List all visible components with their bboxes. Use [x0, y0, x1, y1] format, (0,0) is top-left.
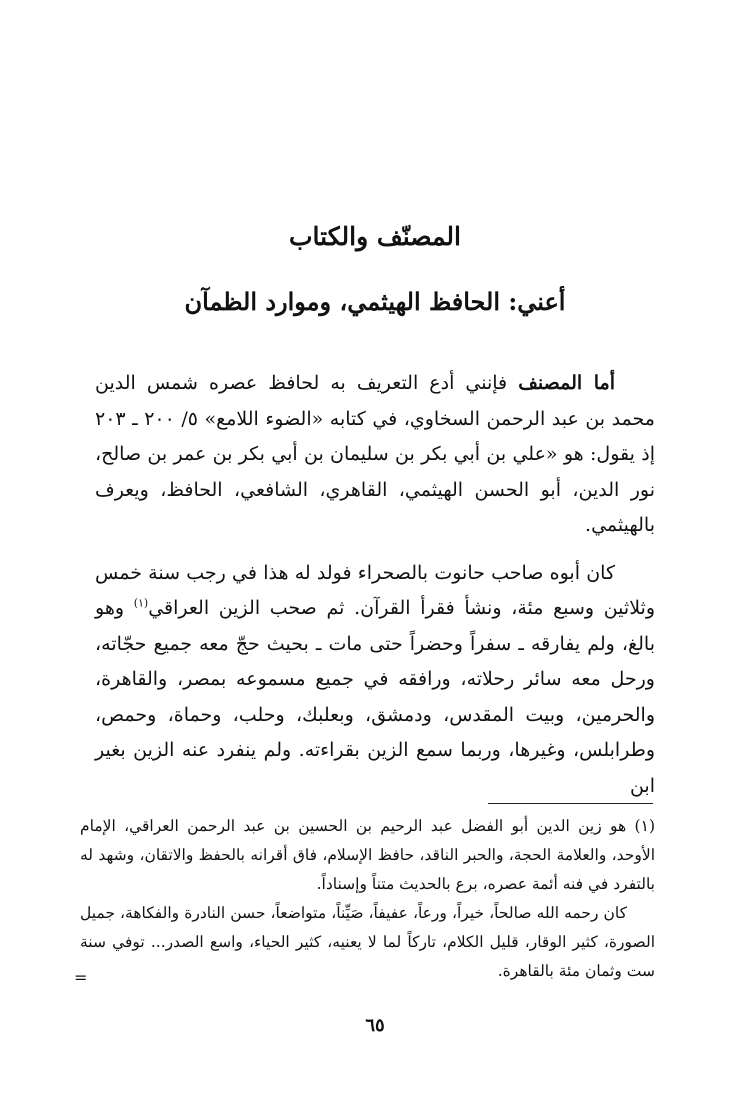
paragraph-biography: [95, 556, 655, 805]
page-number: ٦٥: [365, 1015, 385, 1036]
paragraph-lead: أما المصنف: [518, 372, 616, 394]
chapter-title: المصنّف والكتاب: [289, 222, 461, 251]
footnote-divider: [488, 803, 653, 804]
main-text: [95, 366, 655, 804]
paragraph-text-after-ref: وهو بالغ، ولم يفارقه ـ سفراً وحضراً حتى مات ـ بحيث حجّ معه جميع حجّاته، ورحل معه سائر رحلاته، ورافقه في جميع مسموعه بمصر، والقاهرة، والحرمين، وبيت المقدس، ودمشق، وبعلبك، وحلب، وحماة، وحمص، وطرابلس، وغيرها، وربما سمع الزين بقراءته. ولم ينفرد عنه الزين بغير ابن: [95, 597, 655, 797]
paragraph-text: فإنني أدع التعريف به لحافظ عصره شمس الدين محمد بن عبد الرحمن السخاوي، في كتابه «الضوء اللامع» ٥/ ٢٠٠ ـ ٢٠٣ إذ يقول: هو «علي بن أبي بكر بن سليمان بن أبي بكر بن عمر بن صالح، نور الدين، أبو الحسن الهيثمي، القاهري، الشافعي، الحافظ، ويعرف بالهيثمي.: [95, 372, 655, 536]
continuation-mark: =: [74, 968, 88, 987]
footnote-1: (١) هو زين الدين أبو الفضل عبد الرحيم بن الحسين بن عبد الرحمن العراقي، الإمام الأوحد، والعلامة الحجة، والحبر الناقد، حافظ الإسلام، فاق أقرانه بالحفظ والاتقان، وشهد له بالتفرد في فنه أئمة عصره، برع بالحديث متناً وإسناداً.: [80, 817, 655, 893]
footnote-1-continued: كان رحمه الله صالحاً، خيراً، ورعاً، عفيفاً، صَيِّناً، متواضعاً، حسن النادرة والفكاهة، جميل الصورة، كثير الوقار، قليل الكلام، تاركاً لما لا يعنيه، كثير الحياء، واسع الصدر... توفي سنة ست وثمان مئة بالقاهرة.: [80, 904, 655, 980]
chapter-subtitle: أعني: الحافظ الهيثمي، وموارد الظمآن: [184, 287, 566, 316]
footnote-reference[interactable]: (١): [133, 596, 149, 610]
paragraph-author-intro: [95, 366, 655, 544]
paragraph-text-before-ref: كان أبوه صاحب حانوت بالصحراء فولد له هذا في رجب سنة خمس وثلاثين وسبع مئة، ونشأ فقرأ القرآن. ثم صحب الزين العراقي: [95, 561, 655, 619]
footnotes: [80, 812, 655, 986]
